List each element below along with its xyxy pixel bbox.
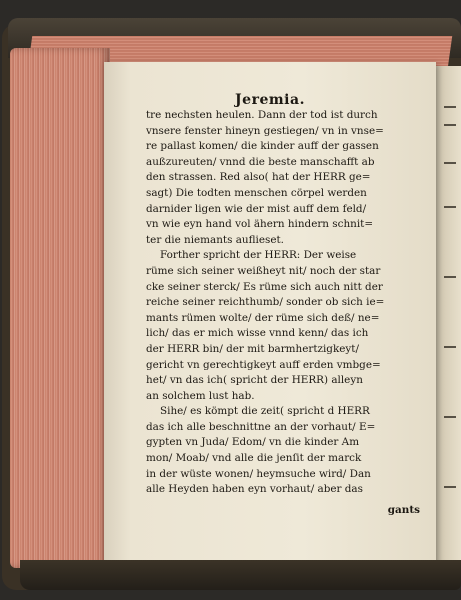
text-line: Forther spricht der HERR: Der weise [160, 249, 357, 262]
page-block-side-edge [10, 48, 110, 568]
text-line: an solchem lust hab. [146, 389, 255, 402]
text-line: ter die niemants auflieset. [146, 233, 284, 246]
text-line: reiche seiner reichthumb/ sonder ob sich ie= [146, 296, 385, 309]
adjacent-page-text-mark [444, 106, 456, 108]
text-line: re pallast komen/ die kinder auff der gassen [146, 140, 379, 153]
adjacent-page [436, 66, 461, 566]
text-line: tre nechsten heulen. Dann der tod ist durch [146, 109, 378, 121]
text-line: sagt) Die todten menschen cörpel werden [146, 186, 367, 199]
adjacent-page-text-mark [444, 206, 456, 208]
text-line: rüme sich seiner weißheyt nit/ noch der star [146, 264, 381, 277]
text-line: das ich alle beschnittne an der vorhaut/ E= [146, 420, 376, 433]
adjacent-page-text-mark [444, 124, 456, 126]
adjacent-page-text-mark [444, 416, 456, 418]
text-line: alle Heyden haben eyn vorhaut/ aber das [146, 483, 363, 496]
text-line: außzureuten/ vnnd die beste manschafft ab [146, 155, 375, 168]
text-line: gypten vn Juda/ Edom/ vn die kinder Am [146, 436, 360, 449]
text-line: gericht vn gerechtigkeyt auff erden vmbge= [146, 358, 381, 371]
text-line: vnsere fenster hineyn gestiegen/ vn in vnse= [146, 124, 384, 137]
text-line: Sihe/ es kömpt die zeit( spricht d HERR [160, 405, 370, 418]
text-line: vn wie eyn hand vol ähern hindern schnit= [146, 218, 374, 231]
text-line: mants rümen wolte/ der rüme sich deß/ ne= [146, 311, 380, 324]
adjacent-page-text-mark [444, 276, 456, 278]
text-line: cke seiner sterck/ Es rüme sich auch nitt der [146, 280, 383, 293]
text-line: lich/ das er mich wisse vnnd kenn/ das ich [146, 327, 369, 340]
page-text [146, 108, 424, 498]
adjacent-page-text-mark [444, 162, 456, 164]
text-line: mon/ Moab/ vnd alle die jenſit der marck [146, 452, 362, 465]
adjacent-page-text-mark [444, 486, 456, 488]
book-cover-bottom [20, 560, 461, 590]
running-head: Jeremia. [235, 92, 305, 108]
text-line: het/ vn das ich( spricht der HERR) alleyn [146, 374, 363, 387]
text-line: darnider ligen wie der mist auff dem feld/ [146, 202, 367, 215]
adjacent-page-text-mark [444, 346, 456, 348]
text-line: der HERR bin/ der mit barmhertzigkeyt/ [146, 342, 359, 355]
catchword: gants [387, 504, 420, 516]
text-line: in der wüste wonen/ heymsuche wird/ Dan [146, 467, 371, 480]
text-line: den strassen. Red also( hat der HERR ge= [146, 171, 371, 184]
